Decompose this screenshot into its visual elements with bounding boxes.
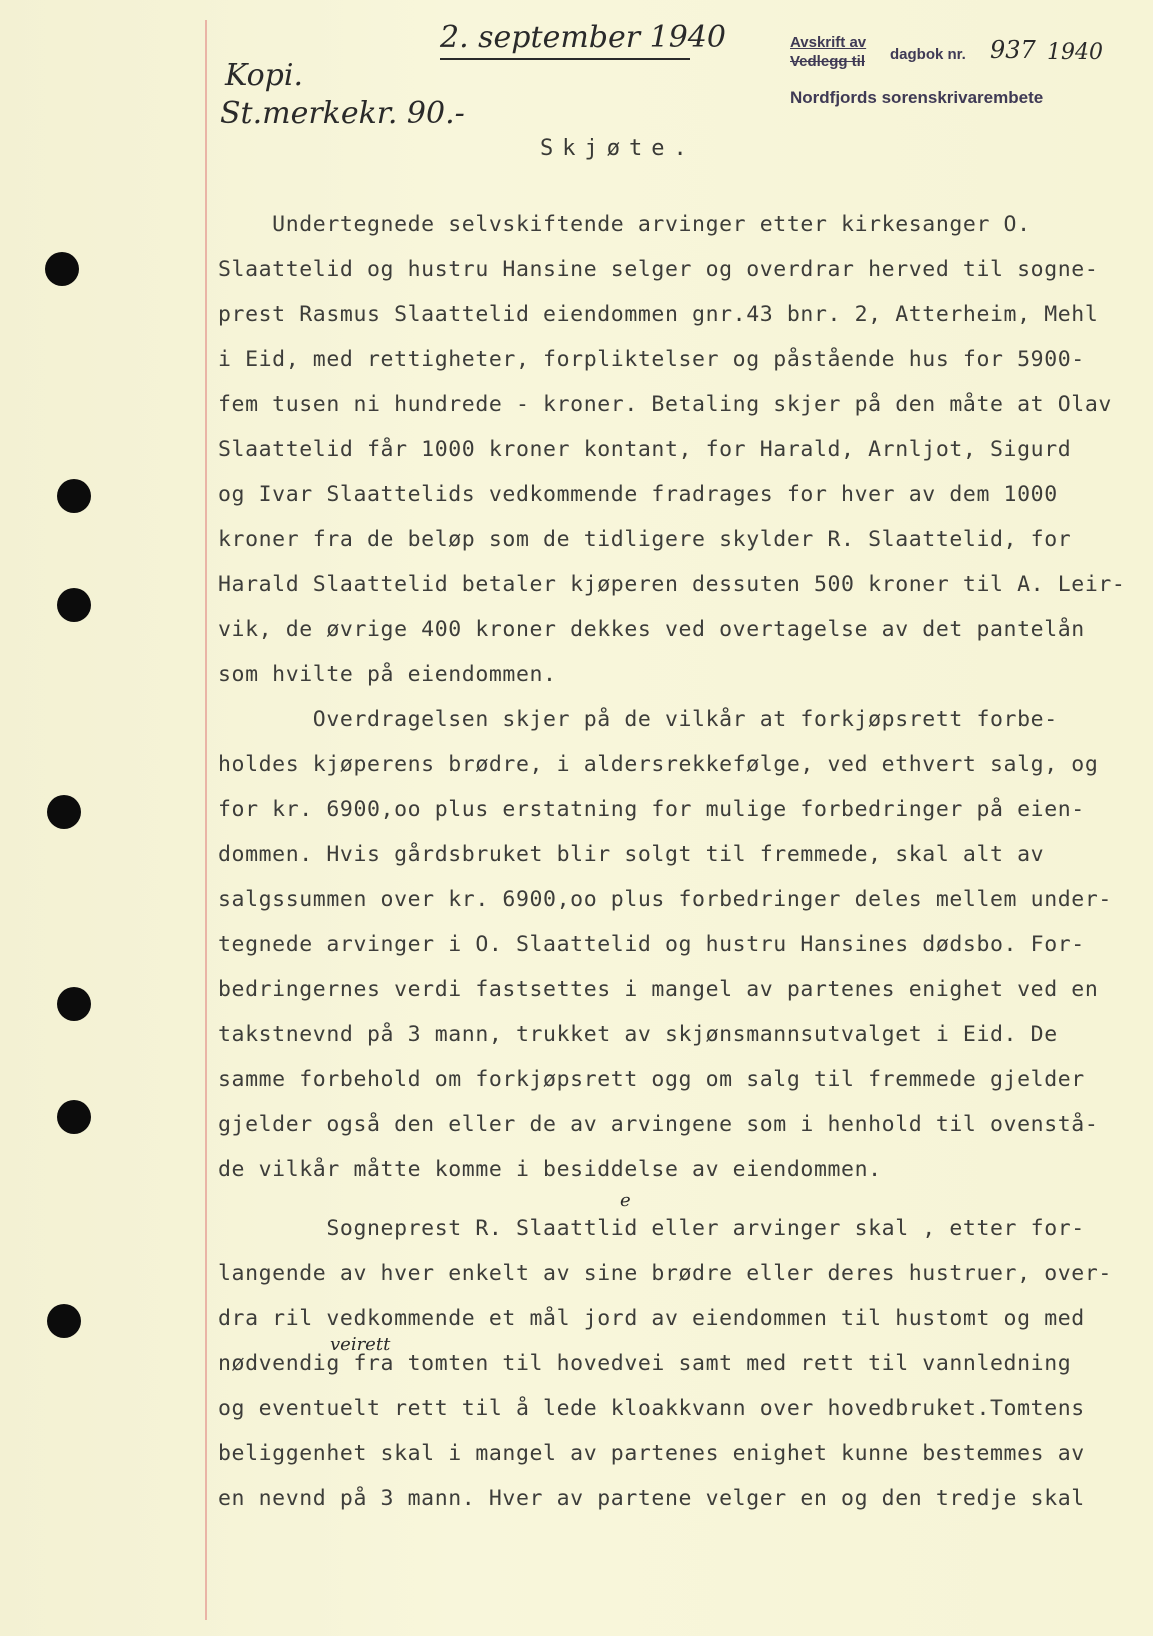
text-line: samme forbehold om forkjøpsrett ogg om salg til fremmede gjelder: [218, 1067, 1085, 1092]
punch-hole: [57, 588, 91, 622]
text-line: Slaattelid og hustru Hansine selger og overdrar herved til sogne-: [218, 257, 1099, 282]
text-line: salgssummen over kr. 6900,oo plus forbedringer deles mellem under-: [218, 887, 1112, 912]
stamp-dagbok-label: dagbok nr.: [890, 46, 966, 63]
text-line: dommen. Hvis gårdsbruket blir solgt til fremmede, skal alt av: [218, 842, 1045, 867]
handwritten-date: 2. september 1940: [440, 20, 726, 55]
margin-rule: [205, 20, 207, 1620]
stamp-office: Nordfjords sorenskrivarembete: [790, 88, 1044, 107]
text-line: for kr. 6900,oo plus erstatning for mulige forbedringer på eien-: [218, 797, 1085, 822]
text-line: en nevnd på 3 mann. Hver av partene velger en og den tredje skal: [218, 1486, 1085, 1511]
text-line: de vilkår måtte komme i besiddelse av eiendommen.: [218, 1157, 882, 1182]
text-line: beliggenhet skal i mangel av partenes enighet kunne bestemmes av: [218, 1441, 1085, 1466]
text-line: holdes kjøperens brødre, i aldersrekkefølge, ved ethvert salg, og: [218, 752, 1099, 777]
text-line: gjelder også den eller de av arvingene som i henhold til ovenstå-: [218, 1112, 1099, 1137]
kopi-note: Kopi.: [225, 58, 304, 93]
text-line: Sogneprest R. Slaattlid eller arvinger skal , etter for-: [218, 1216, 1085, 1241]
date-underline: [440, 58, 690, 60]
text-line: i Eid, med rettigheter, forpliktelser og påstående hus for 5900-: [218, 347, 1085, 372]
punch-hole: [57, 1100, 91, 1134]
text-line: prest Rasmus Slaattelid eiendommen gnr.43 bnr. 2, Atterheim, Mehl: [218, 302, 1099, 327]
text-line: fem tusen ni hundrede - kroner. Betaling skjer på den måte at Olav: [218, 392, 1112, 417]
text-line: og eventuelt rett til å lede kloakkvann over hovedbruket.Tomtens: [218, 1396, 1085, 1421]
punch-hole: [47, 795, 81, 829]
text-line: Harald Slaattelid betaler kjøperen dessuten 500 kroner til A. Leir-: [218, 572, 1126, 597]
text-line: kroner fra de beløp som de tidligere skylder R. Slaattelid, for: [218, 527, 1072, 552]
stamp-vedlegg: Vedlegg til: [790, 53, 866, 70]
interlinear-veirett: veirett: [330, 1334, 391, 1355]
text-line: og Ivar Slaattelids vedkommende fradrages for hver av dem 1000: [218, 482, 1058, 507]
text-line: takstnevnd på 3 mann, trukket av skjønsmannsutvalget i Eid. De: [218, 1022, 1058, 1047]
punch-hole: [45, 252, 79, 286]
text-line: nødvendig fra tomten til hovedvei samt med rett til vannledning: [218, 1351, 1072, 1376]
dagbok-number: 937: [990, 36, 1036, 64]
text-line: vik, de øvrige 400 kroner dekkes ved overtagelse av det pantelån: [218, 617, 1085, 642]
text-line: bedringernes verdi fastsettes i mangel av partenes enighet ved en: [218, 977, 1099, 1002]
text-line: Overdragelsen skjer på de vilkår at forkjøpsrett forbe-: [218, 707, 1058, 732]
interlinear-e: e: [620, 1190, 631, 1211]
punch-hole: [47, 1304, 81, 1338]
stamp-duty-note: St.merkekr. 90.-: [220, 96, 465, 131]
text-line: Undertegnede selvskiftende arvinger etter kirkesanger O.: [218, 212, 1031, 237]
stamp-avskrift: Avskrift av: [790, 34, 867, 51]
document-title: Skjøte.: [540, 136, 696, 161]
punch-hole: [57, 987, 91, 1021]
text-line: tegnede arvinger i O. Slaattelid og hustru Hansines dødsbo. For-: [218, 932, 1085, 957]
text-line: som hvilte på eiendommen.: [218, 662, 557, 687]
text-line: Slaattelid får 1000 kroner kontant, for Harald, Arnljot, Sigurd: [218, 437, 1072, 462]
punch-hole: [57, 479, 91, 513]
text-line: dra ril vedkommende et mål jord av eiendommen til hustomt og med: [218, 1306, 1085, 1331]
text-line: langende av hver enkelt av sine brødre eller deres hustruer, over-: [218, 1261, 1112, 1286]
dagbok-year: 1940: [1047, 40, 1103, 65]
